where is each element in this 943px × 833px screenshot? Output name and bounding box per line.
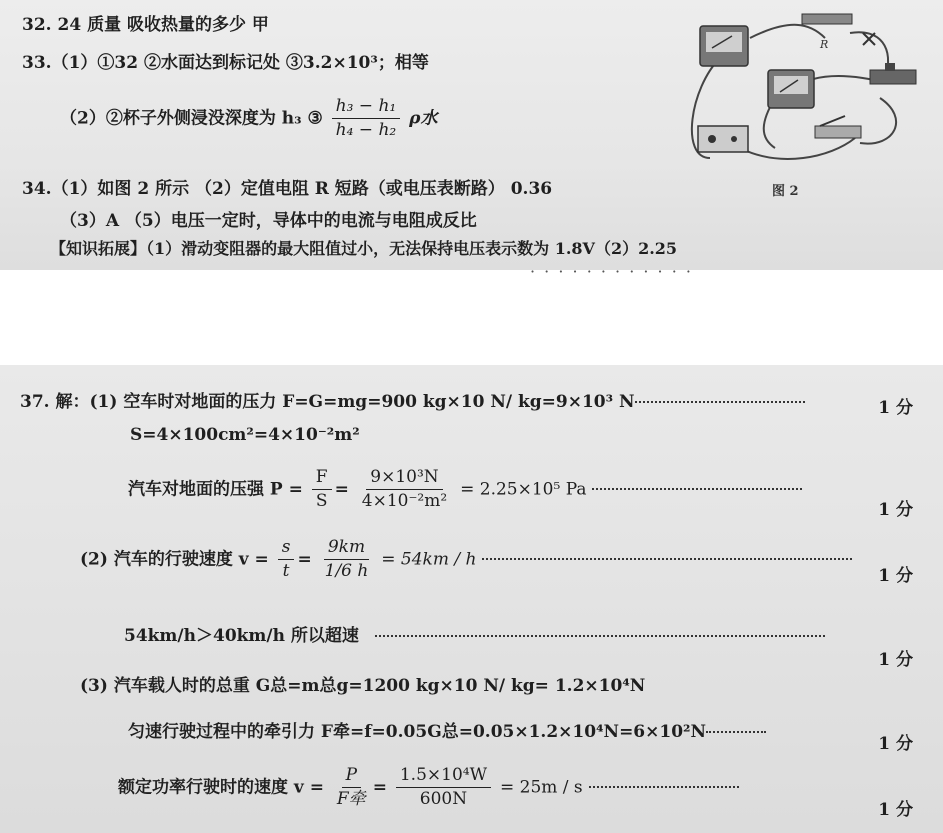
- circuit-diagram-figure: [680, 8, 920, 198]
- speed-prefix: (2) 汽车的行驶速度 v =: [80, 549, 269, 570]
- solution-line-2: S=4×100cm²=4×10⁻²m²: [130, 425, 360, 445]
- wire: [740, 138, 855, 159]
- q33-part2-text: （2）②杯子外侧浸没深度为 h₃ ③: [60, 108, 323, 129]
- resistor-label: R: [820, 38, 829, 51]
- q33-fraction-numerator: h₃ − h₁: [332, 96, 401, 119]
- q33-rho-water: ρ水: [409, 108, 438, 129]
- fraction-denominator: S: [315, 491, 328, 512]
- fraction-denominator: F牵: [336, 789, 366, 810]
- answer-q32: 32. 24 质量 吸收热量的多少 甲: [22, 15, 269, 35]
- answer-scan-top: [0, 0, 943, 281]
- dotted-leader: [375, 635, 825, 637]
- fraction-denominator: 600N: [419, 789, 468, 810]
- resistor-icon: [802, 14, 852, 51]
- solution-line-3: 汽车对地面的压强 P = $\frac{F}{S}$ = $\frac{\text{9×10³N}}{\text{4×10⁻²m²}}$ = 2.25×10⁵ Pa: [128, 467, 802, 513]
- q33-fraction: [332, 96, 401, 142]
- solution-line-7: [128, 717, 766, 742]
- wire: [750, 25, 825, 38]
- solution-line-1: [20, 387, 805, 412]
- speed-fraction-2: [321, 537, 373, 583]
- solution-line-1-text: 37. 解：(1) 空车时对地面的压力 F=G=mg=900 kg×10 N/ kg=9×10³ N: [20, 392, 635, 412]
- dotted-leader: [706, 731, 766, 733]
- figure-caption: 图 2: [772, 184, 799, 199]
- answer-q33-part1: 33.（1）①32 ②水面达到标记处 ③3.2×10³；相等: [22, 53, 429, 73]
- fraction-denominator: 4×10⁻²m²: [361, 491, 448, 512]
- rated-speed-fraction-2: [396, 765, 491, 811]
- pressure-result: = 2.25×10⁵ Pa: [460, 479, 587, 500]
- fraction-numerator: 9×10³N: [366, 467, 442, 490]
- pressure-fraction-1: [312, 467, 332, 513]
- score-mark-1: 1 分: [878, 398, 913, 418]
- dotted-leader: [589, 786, 739, 788]
- score-mark-5: 1 分: [878, 734, 913, 754]
- rheostat-icon: [870, 63, 916, 84]
- rated-speed-result: = 25m / s: [499, 777, 583, 798]
- speed-fraction-1: [278, 537, 295, 583]
- speed-result: = 54km / h: [381, 549, 477, 570]
- dotted-leader: [592, 488, 802, 490]
- fraction-numerator: s: [278, 537, 295, 560]
- answer-q34-part1: 34.（1）如图 2 所示 （2）定值电阻 R 短路（或电压表断路） 0.36: [22, 179, 553, 199]
- rated-speed-prefix: 额定功率行驶时的速度 v =: [118, 777, 324, 798]
- wire: [860, 98, 896, 144]
- traction-text: 匀速行驶过程中的牵引力 F牵=f=0.05G总=0.05×1.2×10⁴N=6×10²N: [128, 722, 707, 742]
- fraction-numerator: 9km: [324, 537, 369, 560]
- cutoff-text-fragment: · · · · · · · · · · · ·: [530, 262, 693, 281]
- answer-knowledge-extension: 【知识拓展】（1）滑动变阻器的最大阻值过小，无法保持电压表示数为 1.8V（2）2.25: [50, 239, 678, 258]
- score-mark-3: 1 分: [878, 566, 913, 586]
- q33-fraction-denominator: h₄ − h₂: [335, 120, 397, 141]
- fraction-denominator: 1/6 h: [324, 561, 369, 582]
- pressure-prefix: 汽车对地面的压强 P =: [128, 479, 303, 500]
- fraction-numerator: 1.5×10⁴W: [396, 765, 491, 788]
- rated-speed-fraction-1: [333, 765, 370, 811]
- solution-line-5: [124, 621, 825, 646]
- fraction-numerator: F: [312, 467, 332, 490]
- answer-q33-part2: [60, 96, 437, 142]
- score-mark-4: 1 分: [878, 650, 913, 670]
- solution-line-4: (2) 汽车的行驶速度 v = $\frac{s}{t}$ = $\frac{9km}{1/6 h}$ = 54km / h: [80, 537, 852, 583]
- battery-icon: [698, 126, 748, 152]
- overspeed-text: 54km/h＞40km/h 所以超速: [124, 626, 359, 646]
- fraction-denominator: t: [282, 561, 290, 582]
- score-mark-2: 1 分: [878, 500, 913, 520]
- score-mark-6: 1 分: [878, 800, 913, 820]
- switch-icon: [815, 116, 861, 138]
- x-mark-icon: [863, 33, 875, 45]
- voltmeter-icon: [700, 26, 748, 66]
- solution-line-6: (3) 汽车载人时的总重 G总=m总g=1200 kg×10 N/ kg= 1.2×10⁴N: [80, 676, 646, 696]
- fraction-numerator: P: [342, 765, 361, 788]
- dotted-leader: [482, 558, 852, 560]
- ammeter-icon: [768, 70, 814, 108]
- answer-q34-part2: （3）A （5）电压一定时，导体中的电流与电阻成反比: [60, 211, 477, 231]
- pressure-fraction-2: [358, 467, 451, 513]
- solution-line-8: 额定功率行驶时的速度 v = $\frac{P}{\text{F牵}}$ = $\frac{\text{1.5×10⁴W}}{600N}$ = 25m / s: [118, 765, 739, 811]
- dotted-leader: [635, 401, 805, 403]
- answer-scan-bottom: [0, 365, 943, 833]
